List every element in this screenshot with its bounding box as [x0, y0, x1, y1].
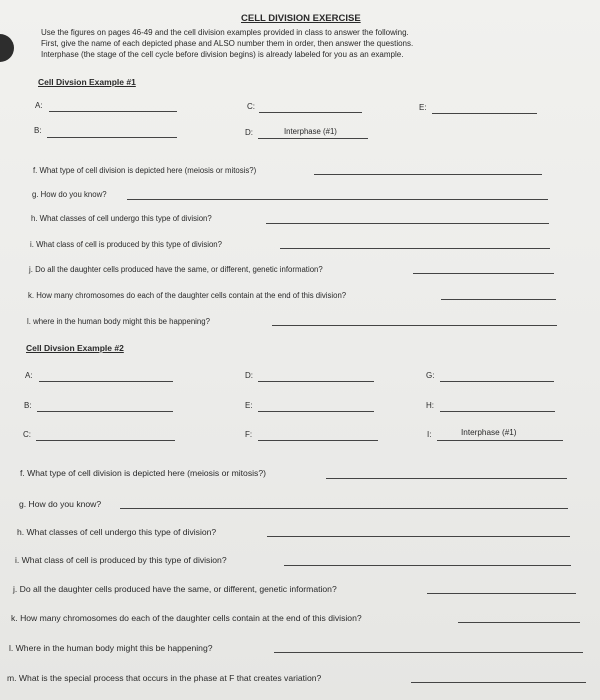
ex1-answer-i[interactable]: [280, 248, 550, 249]
ex2-answer-c[interactable]: [36, 440, 175, 441]
ex1-answer-g[interactable]: [127, 199, 548, 200]
ex2-answer-h[interactable]: [440, 411, 555, 412]
ex2-label-e: E:: [245, 401, 253, 410]
ex2-answer-j[interactable]: [427, 593, 576, 594]
ex2-answer-l[interactable]: [274, 652, 583, 653]
ex1-answer-f[interactable]: [314, 174, 542, 175]
ex2-answer-i[interactable]: [437, 440, 563, 441]
ex2-label-g: G:: [426, 371, 435, 380]
binder-hole: [0, 34, 14, 62]
ex2-answer-h[interactable]: [267, 536, 570, 537]
ex2-answer-g[interactable]: [440, 381, 554, 382]
ex1-answer-c[interactable]: [259, 112, 362, 113]
ex2-answer-f[interactable]: [326, 478, 567, 479]
ex1-label-c: C:: [247, 102, 255, 111]
ex1-question-i: i. What class of cell is produced by this type of division?: [30, 240, 222, 249]
ex2-label-i: I:: [427, 430, 432, 439]
ex1-question-h: h. What classes of cell undergo this type of division?: [31, 214, 212, 223]
ex2-answer-i[interactable]: [284, 565, 571, 566]
ex2-answer-b[interactable]: [37, 411, 173, 412]
ex2-question-g: g. How do you know?: [19, 499, 102, 509]
ex2-question-i: i. What class of cell is produced by this type of division?: [15, 555, 227, 565]
ex1-answer-a[interactable]: [49, 111, 177, 112]
ex1-answer-h[interactable]: [266, 223, 549, 224]
ex2-question-l: l. Where in the human body might this be happening?: [9, 643, 213, 653]
ex2-label-h: H:: [426, 401, 434, 410]
ex2-question-k: k. How many chromosomes do each of the daughter cells contain at the end of this division?: [11, 613, 362, 623]
example1-title: Cell Divsion Example #1: [38, 77, 136, 87]
ex1-answer-b[interactable]: [47, 137, 177, 138]
ex1-answer-d-text: Interphase (#1): [284, 127, 337, 136]
ex2-answer-d[interactable]: [258, 381, 374, 382]
ex1-answer-e[interactable]: [432, 113, 537, 114]
ex1-answer-d[interactable]: [258, 138, 368, 139]
ex1-question-j: j. Do all the daughter cells produced have the same, or different, genetic information?: [29, 265, 323, 274]
ex2-label-c: C:: [23, 430, 31, 439]
ex1-question-l: l. where in the human body might this be happening?: [27, 317, 210, 326]
worksheet-title: CELL DIVISION EXERCISE: [241, 13, 361, 24]
ex2-answer-m[interactable]: [411, 682, 586, 683]
ex1-label-e: E:: [419, 103, 427, 112]
ex1-question-g: g. How do you know?: [32, 190, 107, 199]
ex2-label-f: F:: [245, 430, 253, 439]
ex1-question-k: k. How many chromosomes do each of the daughter cells contain at the end of this division?: [28, 291, 347, 300]
ex1-answer-l[interactable]: [272, 325, 557, 326]
ex2-question-m: m. What is the special process that occurs in the phase at F that creates variation?: [7, 673, 322, 683]
ex2-label-b: B:: [24, 401, 32, 410]
ex1-answer-j[interactable]: [413, 273, 554, 274]
ex2-question-h: h. What classes of cell undergo this type of division?: [17, 527, 217, 537]
intro-line-1: Use the figures on pages 46-49 and the cell division examples provided in class to answer the following.: [41, 28, 409, 37]
ex1-answer-k[interactable]: [441, 299, 556, 300]
ex1-label-d: D:: [245, 128, 253, 137]
ex1-label-a: A:: [35, 101, 43, 110]
ex2-question-j: j. Do all the daughter cells produced have the same, or different, genetic information?: [13, 584, 337, 594]
ex1-label-b: B:: [34, 126, 42, 135]
ex2-answer-f[interactable]: [258, 440, 378, 441]
ex2-question-f: f. What type of cell division is depicted here (meiosis or mitosis?): [20, 468, 266, 478]
intro-line-2: First, give the name of each depicted phase and ALSO number them in order, then answer the questions.: [41, 39, 414, 48]
ex2-answer-e[interactable]: [258, 411, 374, 412]
ex2-label-d: D:: [245, 371, 253, 380]
ex2-answer-g[interactable]: [120, 508, 568, 509]
ex2-label-a: A:: [25, 371, 33, 380]
ex2-answer-k[interactable]: [458, 622, 580, 623]
example2-title: Cell Divsion Example #2: [26, 343, 124, 353]
ex2-answer-a[interactable]: [39, 381, 173, 382]
intro-line-3: Interphase (the stage of the cell cycle before division begins) is already labeled for you as an example.: [41, 50, 404, 59]
ex1-question-f: f. What type of cell division is depicted here (meiosis or mitosis?): [33, 166, 257, 175]
ex2-answer-i-text: Interphase (#1): [461, 428, 517, 437]
